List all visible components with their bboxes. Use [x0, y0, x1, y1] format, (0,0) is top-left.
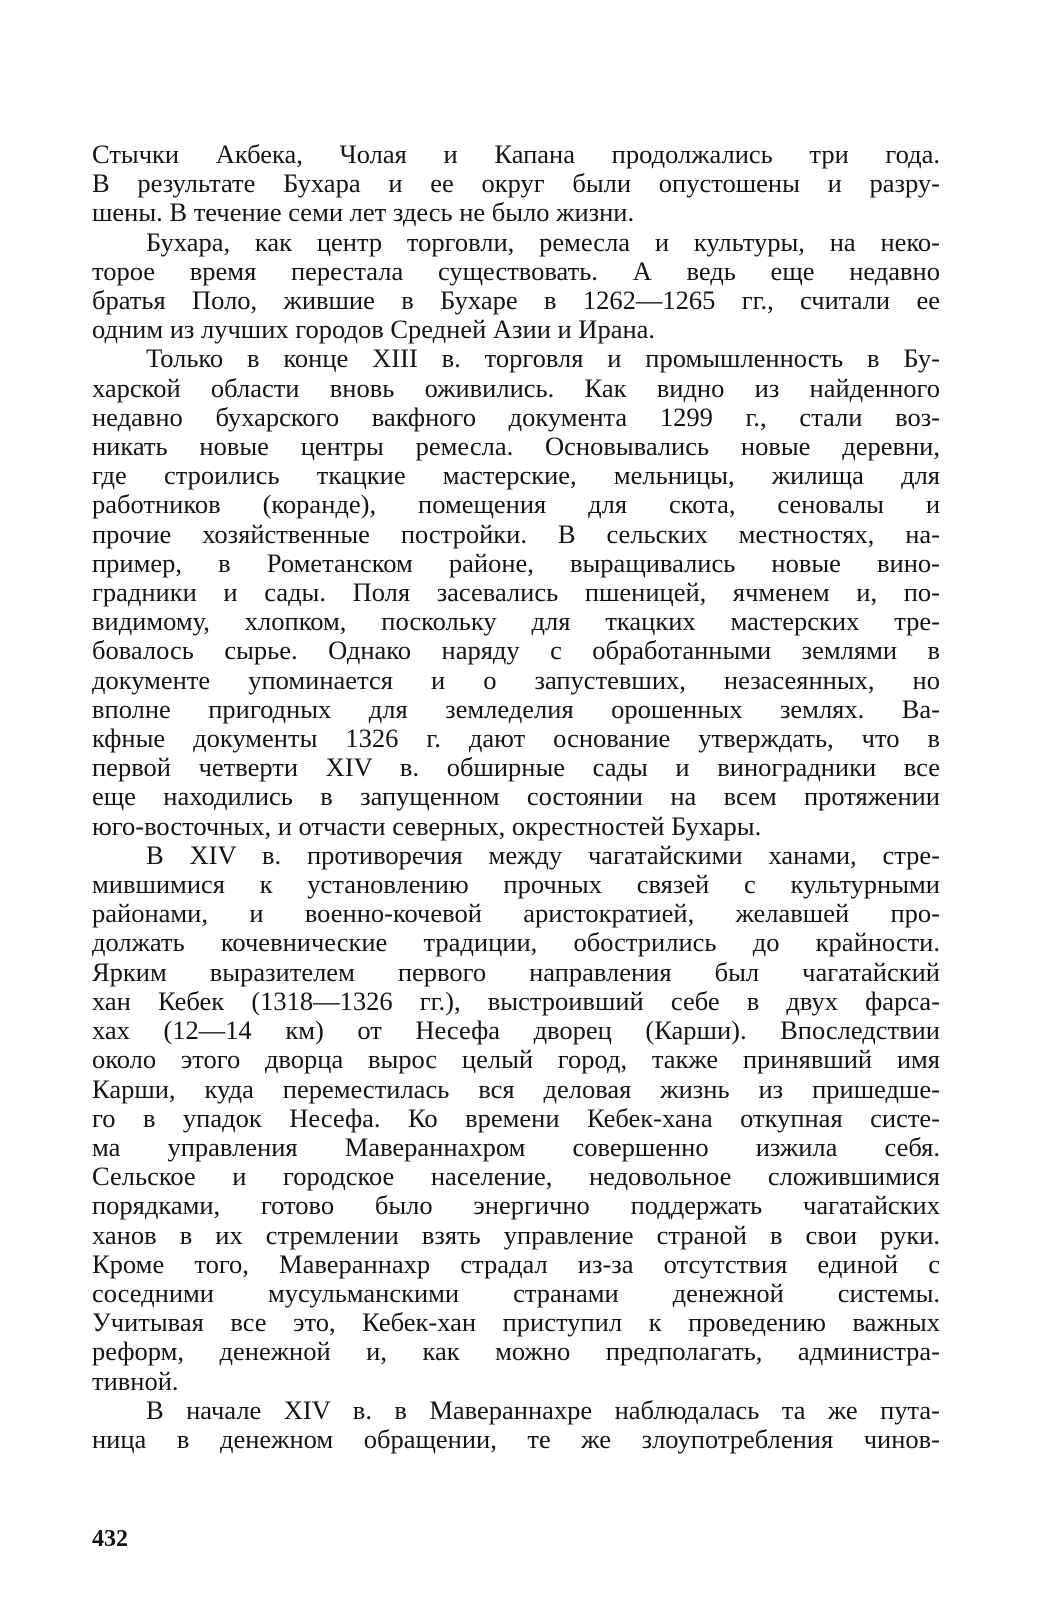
text-line: В результате Бухара и ее округ были опустошены и разру- [92, 168, 940, 199]
text-line: должать кочевнические традиции, обострились до крайности. [92, 927, 940, 958]
text-line: Ярким выразителем первого направления был чагатайский [92, 956, 940, 987]
body-text [92, 140, 940, 1454]
text-line: около этого дворца вырос целый город, также принявший имя [92, 1044, 940, 1075]
text-line: недавно бухарского вакфного документа 1299 г., стали воз- [92, 401, 940, 432]
text-line: бовалось сырье. Однако наряду с обработанными землями в [92, 635, 940, 666]
text-line: Учитывая все это, Кебек-хан приступил к проведению важных [92, 1307, 940, 1338]
paragraph [92, 228, 940, 345]
text-line: го в упадок Несефа. Ко времени Кебек-хана откупная систе- [92, 1102, 940, 1133]
text-line: братья Поло, жившие в Бухаре в 1262—1265 гг., считали ее [92, 285, 940, 316]
text-line: Стычки Акбека, Чолая и Капана продолжались три года. [92, 139, 940, 169]
text-line: В XIV в. противоречия между чагатайскими ханами, стре- [146, 839, 940, 870]
text-line: одним из лучших городов Средней Азии и Ирана. [92, 314, 656, 345]
text-line: работников (коранде), помещения для скота, сеновалы и [92, 489, 940, 520]
text-line: первой четверти XIV в. обширные сады и виноградники все [92, 752, 940, 783]
text-line: Сельское и городское население, недовольное сложившимися [92, 1161, 940, 1192]
text-line: документе упоминается и о запустевших, незасеянных, но [92, 664, 940, 695]
text-line: реформ, денежной и, как можно предполагать, администра- [92, 1336, 940, 1367]
text-line: Только в конце XIII в. торговля и промышленность в Бу- [146, 343, 940, 374]
text-line: соседними мусульманскими странами денежной системы. [92, 1277, 940, 1308]
text-line: где строились ткацкие мастерские, мельницы, жилища для [92, 460, 940, 491]
text-line: вполне пригодных для земледелия орошенных землях. Ва- [92, 693, 940, 724]
text-line: шены. В течение семи лет здесь не было жизни. [92, 197, 635, 228]
text-line: хах (12—14 км) от Несефа дворец (Карши). Впоследствии [92, 1015, 940, 1046]
paragraph [92, 140, 940, 228]
text-line: градники и сады. Поля засевались пшеницей, ячменем и, по- [92, 577, 940, 608]
text-line: прочие хозяйственные постройки. В сельских местностях, на- [92, 518, 940, 549]
text-line: никать новые центры ремесла. Основывались новые деревни, [92, 431, 940, 462]
text-line: пример, в Рометанском районе, выращивались новые вино- [92, 547, 940, 578]
paragraph [92, 841, 940, 1396]
text-line: В начале XIV в. в Мавераннахре наблюдалась та же пута- [146, 1394, 940, 1425]
text-line: Карши, куда переместилась вся деловая жизнь из пришедше- [92, 1073, 940, 1104]
text-line: Кроме того, Мавераннахр страдал из-за отсутствия единой с [92, 1248, 940, 1279]
text-line: порядками, готово было энергично поддержать чагатайских [92, 1190, 940, 1221]
text-line: ханов в их стремлении взять управление страной в свои руки. [92, 1219, 940, 1250]
text-line: харской области вновь оживились. Как видно из найденного [92, 372, 940, 403]
page-number: 432 [92, 1526, 128, 1552]
text-line: районами, и военно-кочевой аристократией, желавшей про- [92, 898, 940, 929]
paragraph [92, 344, 940, 840]
paragraph [92, 1396, 940, 1454]
text-line: хан Кебек (1318—1326 гг.), выстроивший себе в двух фарса- [92, 985, 940, 1016]
text-line: кфные документы 1326 г. дают основание утверждать, что в [92, 723, 940, 754]
text-line: еще находились в запущенном состоянии на всем протяжении [92, 781, 940, 812]
text-line: Бухара, как центр торговли, ремесла и культуры, на неко- [146, 226, 940, 257]
text-line: торое время перестала существовать. А ведь еще недавно [92, 255, 940, 286]
text-line: мившимися к установлению прочных связей с культурными [92, 869, 940, 900]
text-line: юго-восточных, и отчасти северных, окрестностей Бухары. [92, 810, 762, 841]
text-line: ма управления Мавераннахром совершенно изжила себя. [92, 1131, 940, 1162]
text-line: видимому, хлопком, поскольку для ткацких мастерских тре- [92, 606, 940, 637]
text-line: ница в денежном обращении, те же злоупотребления чинов- [92, 1423, 940, 1454]
text-line: тивной. [92, 1365, 179, 1396]
